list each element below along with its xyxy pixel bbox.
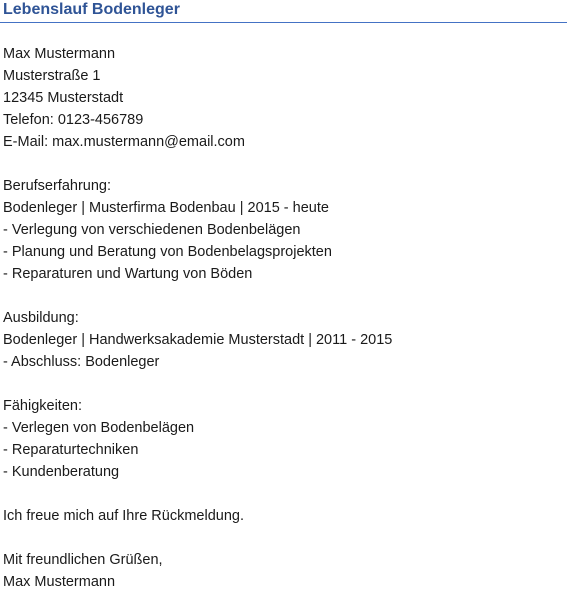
experience-position: Bodenleger | Musterfirma Bodenbau | 2015 - heute bbox=[3, 200, 329, 216]
experience-item: - Planung und Beratung von Bodenbelagsprojekten bbox=[3, 244, 332, 260]
contact-city: 12345 Musterstadt bbox=[3, 90, 124, 106]
contact-email: E-Mail: max.mustermann@email.com bbox=[3, 134, 245, 150]
experience-item: - Reparaturen und Wartung von Böden bbox=[3, 266, 253, 282]
skills-heading: Fähigkeiten: bbox=[3, 398, 82, 414]
skills-item: - Kundenberatung bbox=[3, 464, 120, 480]
signature-name: Max Mustermann bbox=[3, 574, 116, 590]
skills-item: - Reparaturtechniken bbox=[3, 442, 139, 458]
document-body bbox=[3, 43, 567, 593]
closing-salutation: Mit freundlichen Grüßen, bbox=[3, 552, 163, 568]
paragraph-gap bbox=[3, 483, 567, 505]
contact-phone: Telefon: 0123-456789 bbox=[3, 112, 144, 128]
experience-heading: Berufserfahrung: bbox=[3, 178, 112, 194]
contact-street: Musterstraße 1 bbox=[3, 68, 101, 84]
experience-item: - Verlegung von verschiedenen Bodenbelägen bbox=[3, 222, 301, 238]
closing-sentence: Ich freue mich auf Ihre Rückmeldung. bbox=[3, 508, 244, 524]
document-title: Lebenslauf Bodenleger bbox=[3, 1, 180, 18]
paragraph-gap bbox=[3, 285, 567, 307]
education-heading: Ausbildung: bbox=[3, 310, 79, 326]
paragraph-gap bbox=[3, 373, 567, 395]
contact-name: Max Mustermann bbox=[3, 46, 116, 62]
paragraph-gap bbox=[3, 527, 567, 549]
education-item: - Abschluss: Bodenleger bbox=[3, 354, 160, 370]
education-position: Bodenleger | Handwerksakademie Musterstadt | 2011 - 2015 bbox=[3, 332, 393, 348]
skills-item: - Verlegen von Bodenbelägen bbox=[3, 420, 195, 436]
paragraph-gap bbox=[3, 153, 567, 175]
title-underline bbox=[0, 22, 567, 23]
